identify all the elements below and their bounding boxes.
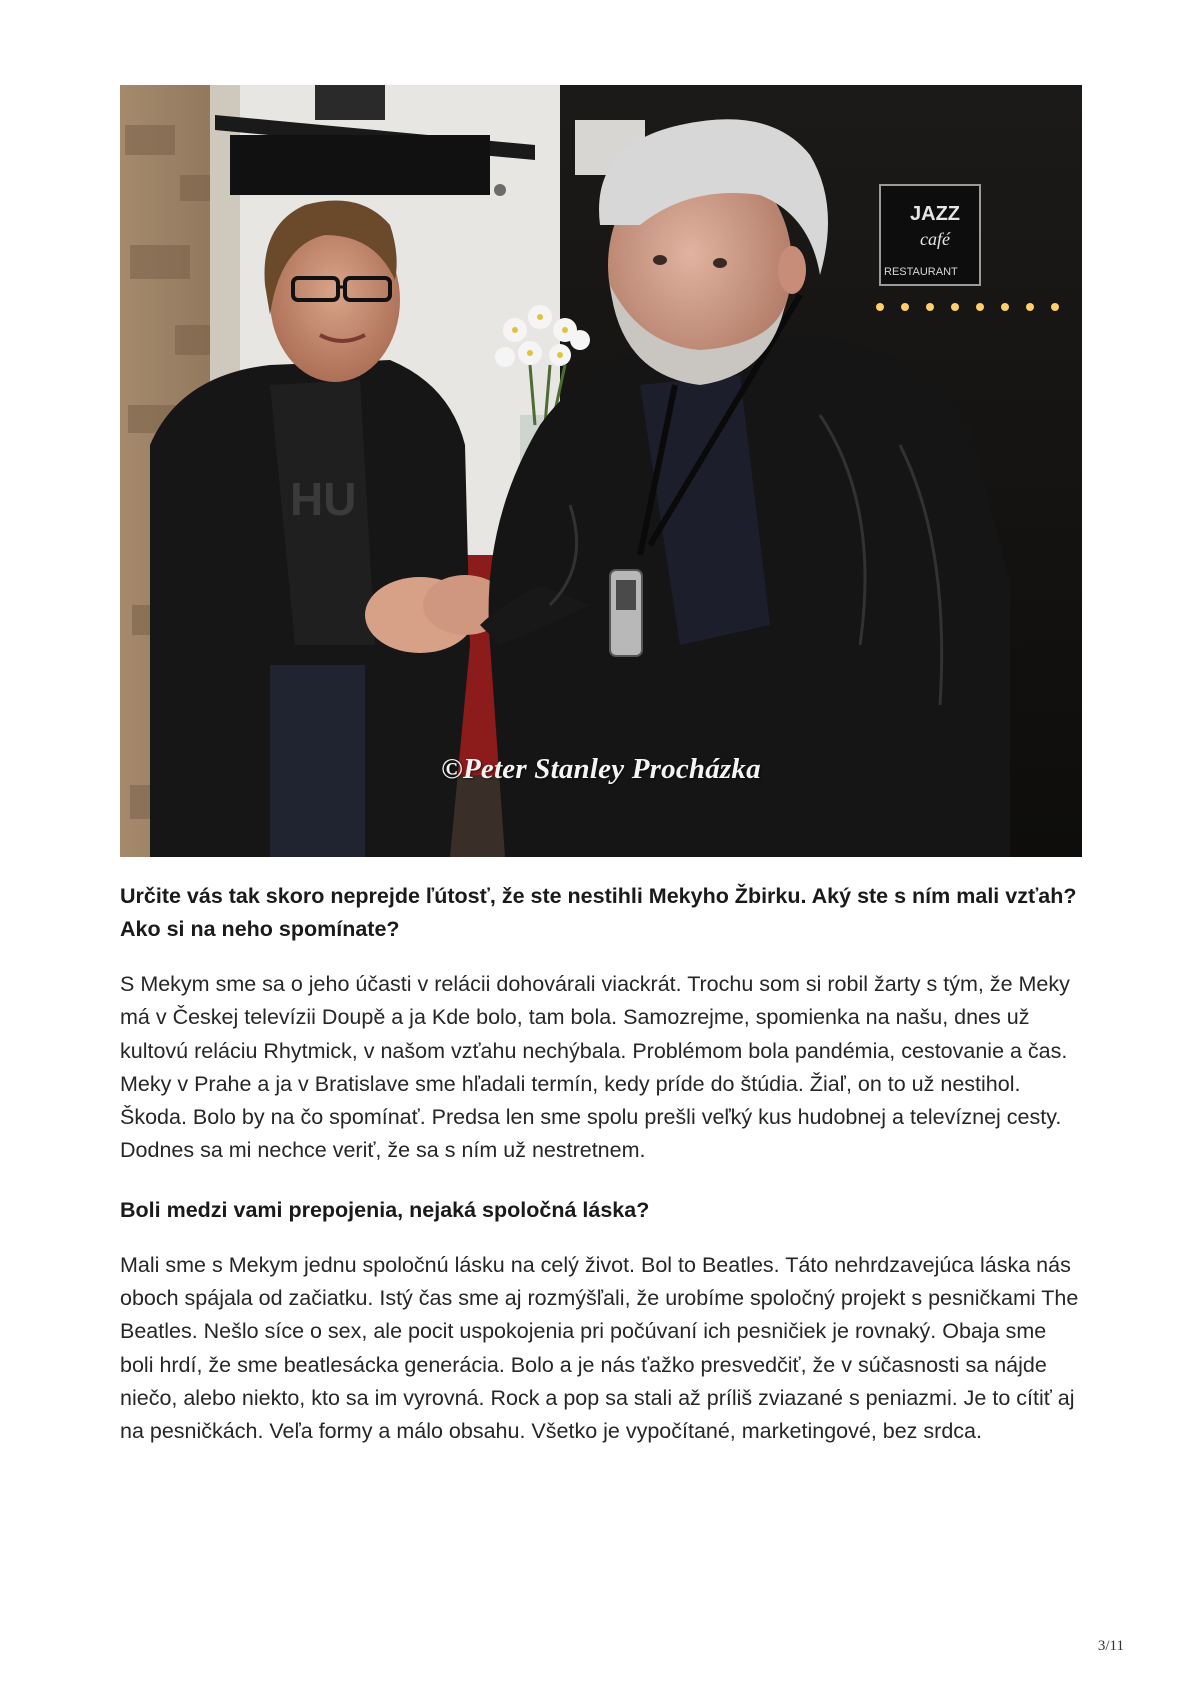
page-number: 3/11 [1097, 1638, 1124, 1654]
photo-watermark: ©Peter Stanley Procházka [441, 753, 761, 785]
sign-jazz: JAZZ [910, 203, 960, 225]
article-photo [120, 85, 1082, 857]
sign-restaurant: RESTAURANT [884, 266, 958, 278]
question-1: Určite vás tak skoro neprejde ľútosť, že ste nestihli Mekyho Žbirku. Aký ste s ním mali vzťah? Ako si na neho spomínate? [120, 884, 1077, 941]
svg-text:HU: HU [290, 473, 357, 525]
answer-1: S Mekym sme sa o jeho účasti v relácii dohovárali viackrát. Trochu som si robil žarty s tým, že Meky má v Českej televízii Doupě a ja Kde bolo, tam bola. Samozrejme, spomienka na našu, dnes už kultovú reláciu Rhytmick, v našom vzťahu nechýbala. Problémom bola pandémia, cestovanie a čas. Meky v Prahe a ja v Bratislave sme hľadali termín, kedy príde do štúdia. Žiaľ, on to už nestihol. Škoda. Bolo by na čo spomínať. Predsa len sme spolu prešli veľký kus hudobnej a televíznej cesty. Dodnes sa mi nechce veriť, že sa s ním už nestretnem. [120, 972, 1070, 1163]
question-2: Boli medzi vami prepojenia, nejaká spoločná láska? [120, 1197, 650, 1222]
answer-2: Mali sme s Mekym jednu spoločnú lásku na celý život. Bol to Beatles. Táto nehrdzavejúca láska nás oboch spájala od začiatku. Istý čas sme aj rozmýšľali, že urobíme spoločný projekt s pesničkami The Beatles. Nešlo síce o sex, ale pocit uspokojenia pri počúvaní ich pesničiek je rovnaký. Obaja sme boli hrdí, že sme beatlesácka generácia. Bolo a je nás ťažko presvedčiť, že v súčasnosti sa nájde niečo, alebo niekto, kto sa im vyrovná. Rock a pop sa stali až príliš zviazané s peniazmi. Je to cítiť aj na pesničkách. Veľa formy a málo obsahu. Všetko je vypočítané, marketingové, bez srdca. [120, 1252, 1079, 1444]
article-body [120, 880, 1085, 1475]
sign-cafe: café [920, 229, 950, 249]
photo-handshake-icon [120, 85, 1082, 857]
